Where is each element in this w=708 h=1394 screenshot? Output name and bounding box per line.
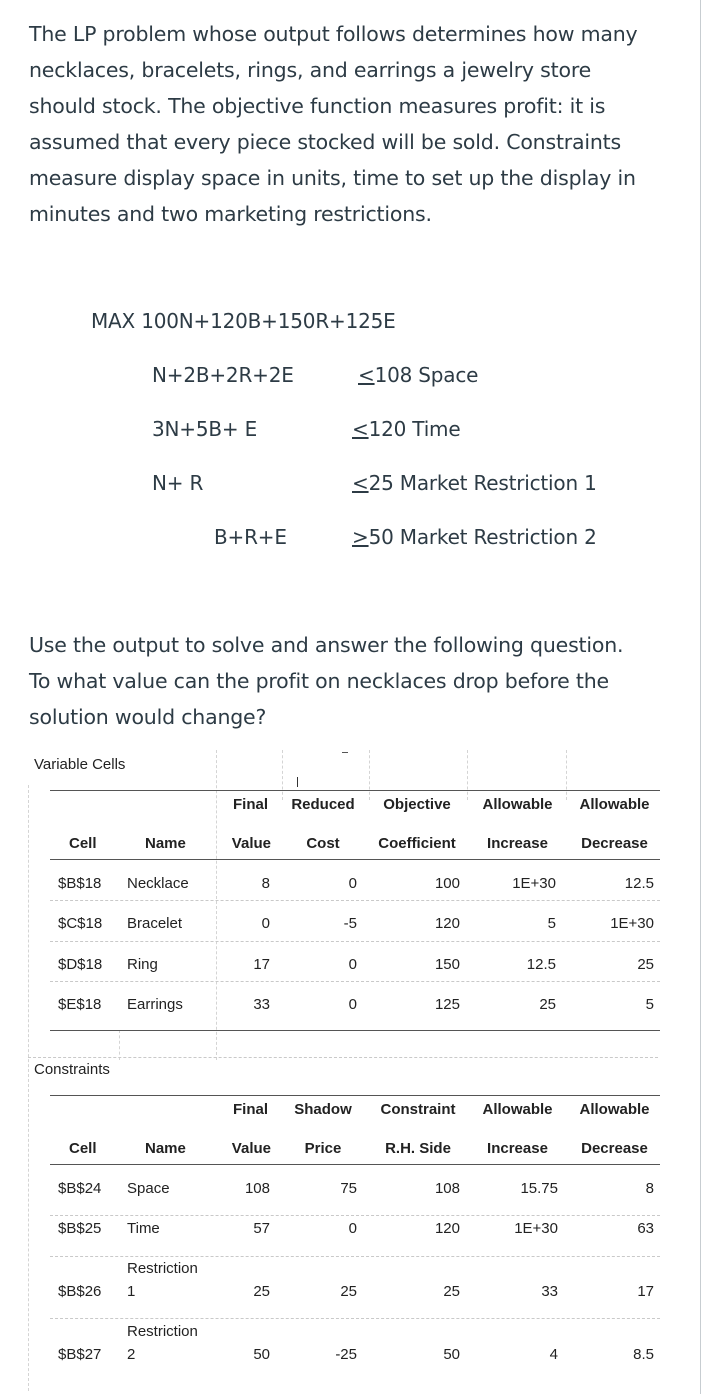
lp-constraint-rhs: <108 Space — [358, 363, 479, 387]
grid-line — [28, 1057, 658, 1058]
lp-constraint-symbol: < — [358, 363, 375, 387]
allowable-decrease: 8 — [645, 1180, 654, 1197]
header-value: Value — [231, 1140, 271, 1157]
allowable-increase: 33 — [541, 1283, 558, 1300]
row-divider — [50, 1256, 660, 1257]
intro-line: minutes and two marketing restrictions. — [29, 202, 432, 226]
header-allowable: Allowable — [482, 796, 553, 813]
constraint-name: Time — [127, 1220, 160, 1237]
constraint-name: 2 — [127, 1346, 136, 1363]
allowable-increase: 15.75 — [520, 1180, 558, 1197]
table-rule — [50, 1164, 660, 1165]
lp-constraint-rhs: <120 Time — [352, 417, 461, 441]
grid-line — [28, 785, 29, 1391]
header-cell: Cell — [69, 1140, 97, 1157]
header-allowable: Allowable — [579, 796, 650, 813]
header-objective: Objective — [383, 796, 451, 813]
cell-address: $E$18 — [58, 996, 102, 1013]
reduced-cost: 0 — [348, 996, 357, 1013]
table-rule — [50, 859, 660, 860]
header-reduced: Reduced — [291, 796, 355, 813]
final-value: 8 — [261, 875, 270, 892]
intro-line: The LP problem whose output follows determines how many — [29, 22, 638, 46]
lp-constraint-symbol: > — [352, 525, 369, 549]
objective-coefficient: 100 — [434, 875, 460, 892]
cell-address: $B$25 — [58, 1220, 102, 1237]
header-value: Value — [231, 835, 271, 852]
allowable-increase: 4 — [549, 1346, 558, 1363]
constraint-rhs: 120 — [434, 1220, 460, 1237]
allowable-increase: 1E+30 — [512, 875, 556, 892]
table-rule — [50, 1095, 660, 1096]
final-value: 0 — [261, 915, 270, 932]
header-increase: Increase — [487, 1140, 548, 1157]
right-border — [700, 0, 701, 1394]
cell-address: $B$24 — [58, 1180, 102, 1197]
objective-coefficient: 125 — [434, 996, 460, 1013]
row-divider — [50, 941, 660, 942]
final-value: 17 — [253, 956, 270, 973]
shadow-price: -25 — [335, 1346, 357, 1363]
intro-line: necklaces, bracelets, rings, and earrings a jewelry store — [29, 58, 592, 82]
header-allowable: Allowable — [482, 1101, 553, 1118]
table-rule — [50, 790, 660, 791]
allowable-increase: 1E+30 — [514, 1220, 558, 1237]
header-final: Final — [232, 1101, 268, 1118]
grid-line — [282, 750, 283, 800]
objective-coefficient: 120 — [434, 915, 460, 932]
final-value: 50 — [253, 1346, 270, 1363]
constraint-rhs: 108 — [434, 1180, 460, 1197]
intro-line: measure display space in units, time to set up the display in — [29, 166, 636, 190]
reduced-cost: 0 — [348, 875, 357, 892]
row-divider — [50, 1318, 660, 1319]
allowable-decrease: 1E+30 — [610, 915, 654, 932]
lp-constraint-rhs: >50 Market Restriction 2 — [352, 525, 597, 549]
header-cell: Cell — [69, 835, 97, 852]
constraint-name: Space — [127, 1180, 170, 1197]
grid-line — [566, 750, 567, 800]
allowable-decrease: 63 — [637, 1220, 654, 1237]
header-cost: Cost — [306, 835, 340, 852]
lp-objective: MAX 100N+120B+150R+125E — [91, 309, 396, 333]
reduced-cost: -5 — [343, 915, 357, 932]
row-divider — [50, 981, 660, 982]
allowable-decrease: 5 — [645, 996, 654, 1013]
allowable-increase: 25 — [539, 996, 556, 1013]
lp-constraint-lhs: 3N+5B+ E — [152, 417, 258, 441]
header-name: Name — [145, 835, 186, 852]
question-line: solution would change? — [29, 705, 267, 729]
variable-name: Earrings — [127, 996, 183, 1013]
final-value: 25 — [253, 1283, 270, 1300]
grid-line — [119, 1030, 120, 1060]
intro-line: should stock. The objective function measures profit: it is — [29, 94, 606, 118]
final-value: 57 — [253, 1220, 270, 1237]
objective-coefficient: 150 — [434, 956, 460, 973]
constraint-name: Restriction — [127, 1260, 198, 1277]
allowable-decrease: 25 — [637, 956, 654, 973]
lp-constraint-symbol: < — [352, 417, 369, 441]
allowable-increase: 12.5 — [526, 956, 556, 973]
header-rh-side: R.H. Side — [385, 1140, 451, 1157]
table-rule — [50, 1030, 660, 1031]
shadow-price: 0 — [348, 1220, 357, 1237]
final-value: 33 — [253, 996, 270, 1013]
final-value: 108 — [244, 1180, 270, 1197]
allowable-decrease: 12.5 — [624, 875, 654, 892]
question-line: To what value can the profit on necklaces drop before the — [29, 669, 609, 693]
constraints-title: Constraints — [34, 1061, 110, 1078]
shadow-price: 25 — [340, 1283, 357, 1300]
cell-address: $C$18 — [58, 915, 103, 932]
header-constraint: Constraint — [380, 1101, 456, 1118]
question-paragraph — [29, 627, 689, 735]
question-line: Use the output to solve and answer the following question. — [29, 633, 624, 657]
cell-address: $B$26 — [58, 1283, 102, 1300]
cell-address: $B$27 — [58, 1346, 102, 1363]
lp-constraint-lhs: N+ R — [152, 471, 204, 495]
cell-address: $D$18 — [58, 956, 103, 973]
allowable-decrease: 8.5 — [633, 1346, 654, 1363]
shadow-price: 75 — [340, 1180, 357, 1197]
allowable-increase: 5 — [547, 915, 556, 932]
header-price: Price — [304, 1140, 342, 1157]
variable-name: Ring — [127, 956, 158, 973]
header-name: Name — [145, 1140, 186, 1157]
variable-name: Bracelet — [127, 915, 183, 932]
row-divider — [50, 1215, 660, 1216]
header-coefficient: Coefficient — [378, 835, 456, 852]
allowable-decrease: 17 — [637, 1283, 654, 1300]
cursor-mark — [342, 752, 348, 753]
lp-constraint-lhs: N+2B+2R+2E — [152, 363, 294, 387]
lp-constraint-rhs: <25 Market Restriction 1 — [352, 471, 597, 495]
constraint-name: Restriction — [127, 1323, 198, 1340]
variable-name: Necklace — [127, 875, 189, 892]
constraint-rhs: 50 — [443, 1346, 460, 1363]
intro-line: assumed that every piece stocked will be sold. Constraints — [29, 130, 621, 154]
variable-cells-title: Variable Cells — [34, 756, 126, 773]
lp-constraint-symbol: < — [352, 471, 369, 495]
header-increase: Increase — [487, 835, 548, 852]
header-allowable: Allowable — [579, 1101, 650, 1118]
reduced-cost: 0 — [348, 956, 357, 973]
row-divider — [50, 900, 660, 901]
constraint-name: 1 — [127, 1283, 136, 1300]
intro-paragraph — [29, 16, 679, 232]
header-shadow: Shadow — [294, 1101, 352, 1118]
constraint-rhs: 25 — [443, 1283, 460, 1300]
grid-line — [467, 750, 468, 800]
lp-constraint-lhs: B+R+E — [214, 525, 287, 549]
header-decrease: Decrease — [581, 835, 648, 852]
grid-line — [369, 750, 370, 800]
header-final: Final — [232, 796, 268, 813]
cursor-mark — [297, 777, 298, 787]
cell-address: $B$18 — [58, 875, 102, 892]
header-decrease: Decrease — [581, 1140, 648, 1157]
